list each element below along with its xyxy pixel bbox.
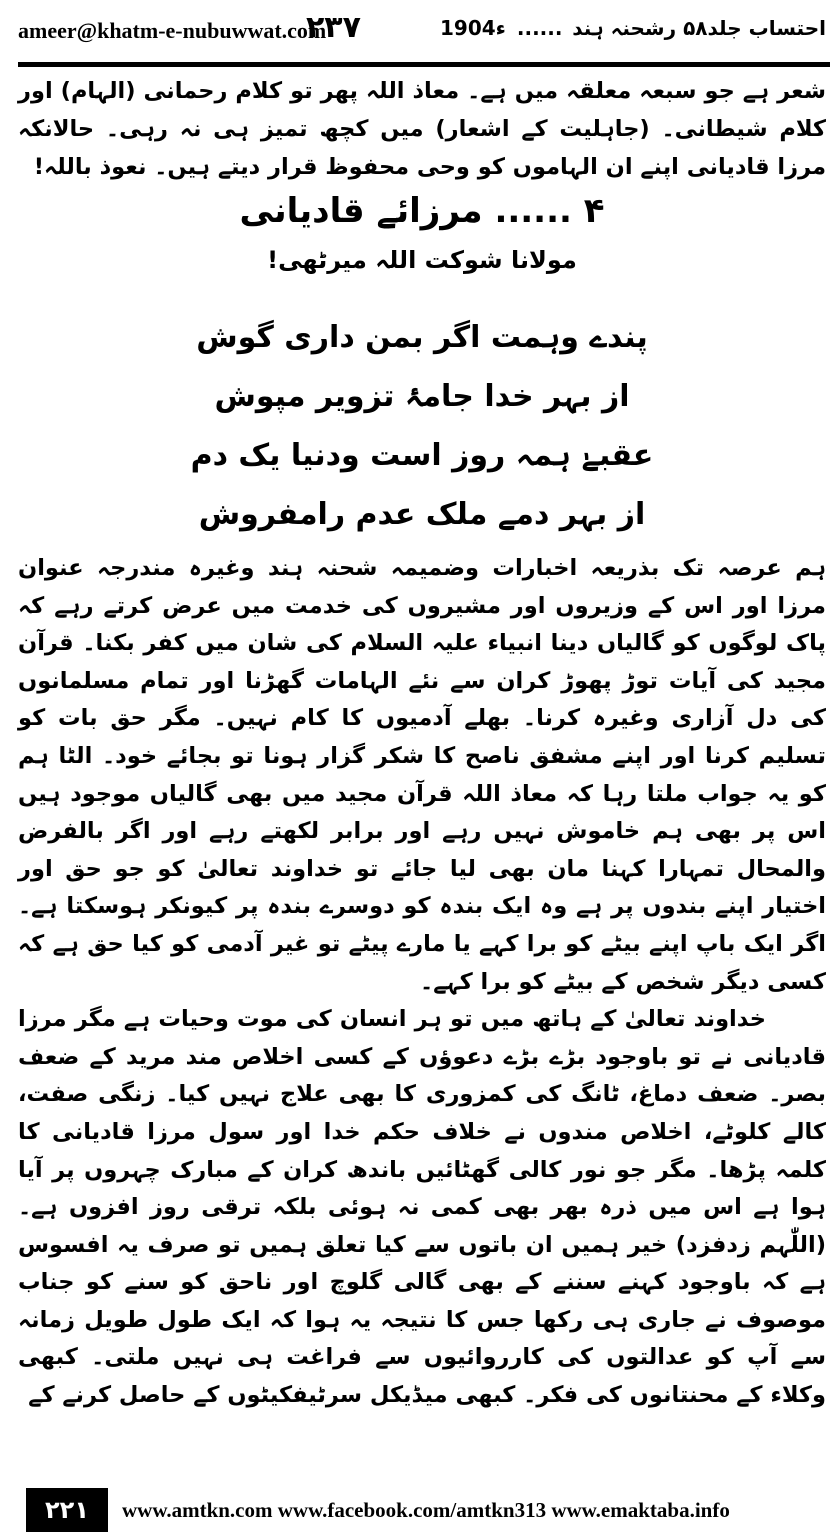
- persian-poem: [18, 308, 826, 544]
- header-journal: احتساب جلد۵۸ رشحنہ ہند: [572, 16, 826, 40]
- header-email: ameer@khatm-e-nubuwwat.com: [18, 18, 327, 43]
- body-paragraph-1: ہم عرصہ تک بذریعہ اخبارات وضمیمہ شحنہ ہند وغیرہ مندرجہ عنوان مرزا اور اس کے وزیروں اور مشیروں کی خدمت میں عرض کرتے رہے کہ پاک لوگوں کو گالیاں دینا انبیاء علیہ السلام کی شان میں کفر بکنا۔ قرآن مجید کی آیات توڑ پھوڑ کران سے نئے الہامات گھڑنا اور تمام مسلمانوں کی دل آزاری وغیرہ کرنا۔ بھلے آدمیوں کا کام نہیں۔ مگر حق بات کو تسلیم کرنا اور اپنے مشفق ناصح کا شکر گزار ہونا تو بجائے خود۔ الٹا ہم کو یہ جواب ملتا رہا کہ معاذ اللہ قرآن مجید میں بھی گالیاں موجود ہیں اس پر بھی ہم خاموش نہیں رہے اور برابر لکھتے رہے اور اگر بالفرض والمحال تمہارا کہنا مان بھی لیا جائے تو خداوند تعالیٰ کو جو حق اور اختیار اپنے بندوں پر ہے وہ ایک بندہ کو دوسرے بندہ پر کیونکر ہوسکتا ہے۔ اگر ایک باپ اپنے بیٹے کو برا کہے یا مارے پیٹے تو غیر آدمی کو کیا حق ہے کہ کسی دیگر شخص کے بیٹے کو برا کہے۔: [18, 555, 826, 995]
- header-page-number: ۲۳۷: [306, 10, 361, 45]
- footer-page-number: ۲۲۱: [26, 1488, 108, 1532]
- poem-line: پندے وہمت اگر بمن داری گوش: [196, 320, 648, 355]
- body-paragraph-2: خداوند تعالیٰ کے ہاتھ میں تو ہر انسان کی موت وحیات ہے مگر مرزا قادیانی نے تو باوجود بڑے بڑے دعوؤں کے کسی اخلاص مند مرید کے ضعف بصر۔ ضعف دماغ، ٹانگ کی کمزوری کا بھی علاج نہیں کیا۔ زنگی صفت، کالے کلوٹے، اخلاص مندوں نے خلاف حکم خدا اور سول مرزا قادیانی کا کلمہ پڑھا۔ مگر جو نور کالی گھٹائیں باندھ کران کے مبارک چہروں پر آیا ہوا ہے اس میں ذرہ بھر بھی کمی نہ ہوئی بلکہ ترقی روز افزوں ہے۔ (اللّٰہم زدفزد) خیر ہمیں ان باتوں سے کیا تعلق ہمیں تو صرف یہ افسوس ہے کہ باوجود کہنے سننے کے بھی گالی گلوچ اور ناحق کو سنے کو جناب موصوف نے جاری ہی رکھا جس کا نتیجہ یہ ہوا کہ ایک طول طویل زمانہ سے آپ کو عدالتوں کی کارروائیوں سے فراغت ہی نہیں ملتی۔ کبھی وکلاء کے محنتانوں کی فکر۔ کبھی میڈیکل سرٹیفکیٹوں کے حاصل کرنے کے: [18, 1006, 826, 1409]
- section-dots: ......: [494, 191, 572, 231]
- poem-line: عقبےٰ ہمہ روز است ودنیا یک دم: [190, 438, 654, 473]
- header-year-dots: ......: [516, 16, 563, 40]
- intro-text: شعر ہے جو سبعہ معلقہ میں ہے۔ معاذ اللہ پھر تو کلام رحمانی (الہام) اور کلام شیطانی۔ (جاہلیت کے اشعار) میں کچھ تمیز ہی نہ رہی۔ حالانکہ مرزا قادیانی اپنے ان الہاموں کو وحی محفوظ قرار دیتے ہیں۔ نعوذ باللہ!: [18, 78, 826, 180]
- footer-links: www.amtkn.com www.facebook.com/amtkn313 www.emaktaba.info: [122, 1498, 730, 1522]
- poem-line: از بہر دمے ملک عدم رامفروش: [198, 497, 646, 532]
- header-rule: [18, 62, 830, 67]
- section-number: ۴: [583, 191, 605, 231]
- poem-line: از بہر خدا جامۂ تزویر مپوش: [214, 379, 630, 414]
- section-heading: [18, 190, 826, 231]
- intro-paragraph: [18, 72, 826, 186]
- body-text: [18, 550, 826, 1415]
- section-title: مرزائے قادیانی: [239, 191, 483, 231]
- section-author: مولانا شوکت اللہ میرٹھی!: [267, 246, 577, 274]
- header-year: [440, 16, 566, 40]
- header-year-value: 1904ء: [440, 16, 506, 40]
- page-header: [10, 8, 830, 54]
- page-footer: [10, 1488, 830, 1532]
